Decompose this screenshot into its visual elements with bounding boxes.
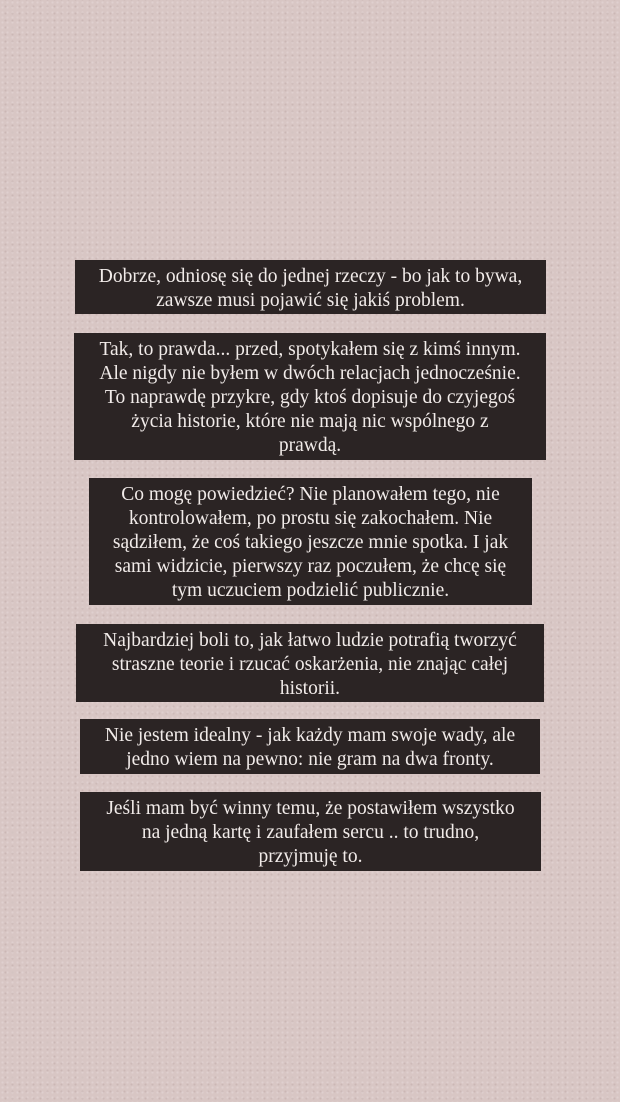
story-text-block-3: Co mogę powiedzieć? Nie planowałem tego, nie kontrolowałem, po prostu się zakochałem. Nie sądziłem, że coś takiego jeszcze mnie spotka. I jak sami widzicie, pierwszy raz poczułem, że chcę się tym uczuciem podzielić publicznie. [89, 478, 532, 605]
story-text-block-1: Dobrze, odniosę się do jednej rzeczy - bo jak to bywa, zawsze musi pojawić się jakiś problem. [75, 260, 546, 314]
story-text-block-5: Nie jestem idealny - jak każdy mam swoje wady, ale jedno wiem na pewno: nie gram na dwa fronty. [80, 719, 540, 774]
story-text-block-6: Jeśli mam być winny temu, że postawiłem wszystko na jedną kartę i zaufałem sercu .. to trudno, przyjmuję to. [80, 792, 541, 871]
story-text-block-2: Tak, to prawda... przed, spotykałem się z kimś innym. Ale nigdy nie byłem w dwóch relacjach jednocześnie. To naprawdę przykre, gdy ktoś dopisuje do czyjegoś życia historie, które nie mają nic wspólnego z prawdą. [74, 333, 546, 460]
story-text-block-4: Najbardziej boli to, jak łatwo ludzie potrafią tworzyć straszne teorie i rzucać oskarżenia, nie znając całej historii. [76, 624, 544, 702]
